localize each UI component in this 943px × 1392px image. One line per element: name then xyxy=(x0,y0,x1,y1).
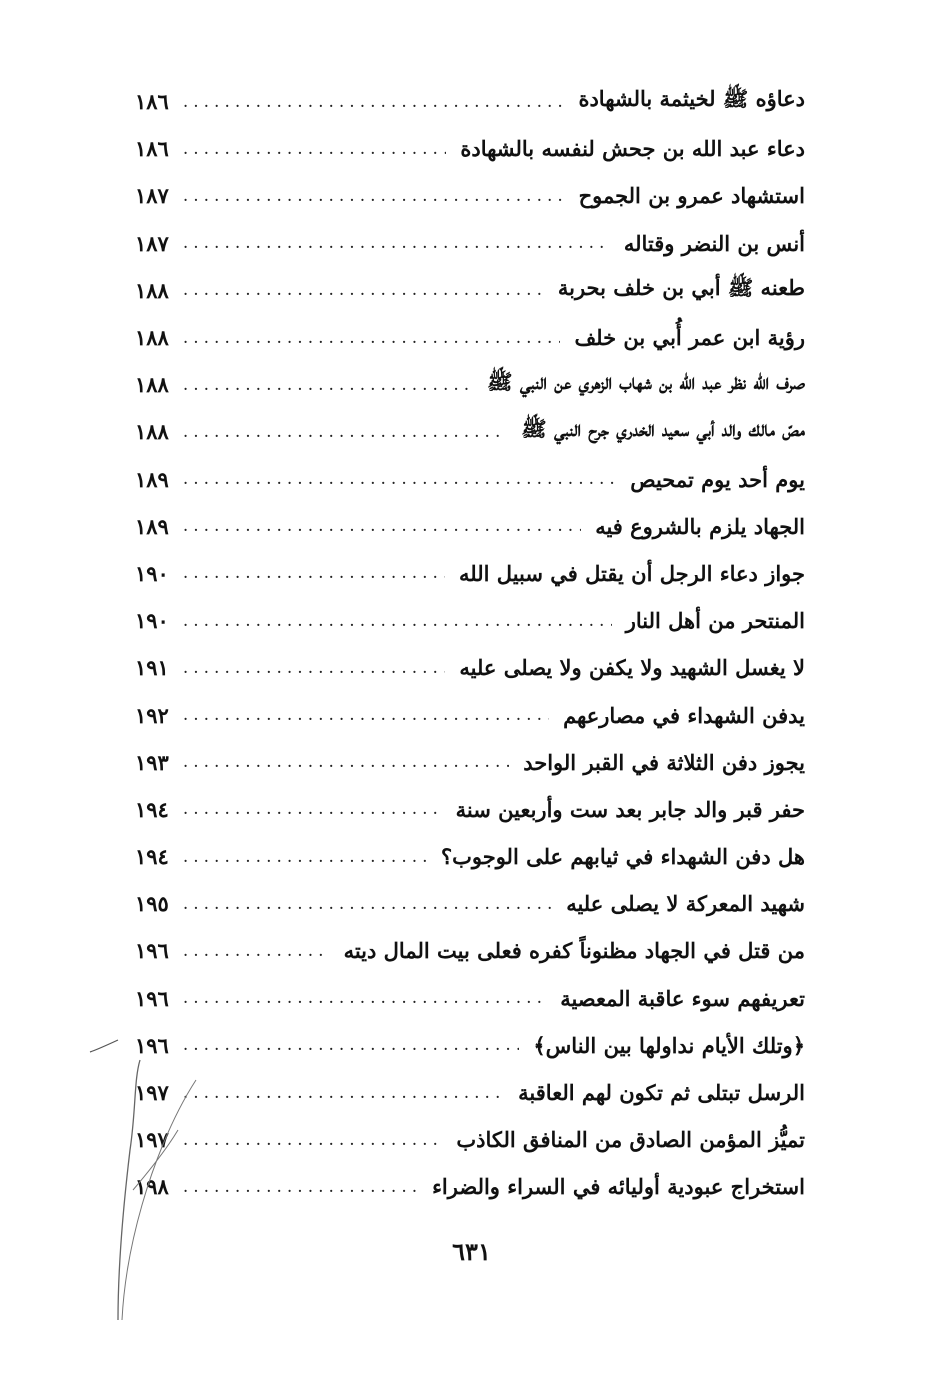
entry-page-number: ١٨٩ xyxy=(135,466,169,492)
leader-dots xyxy=(183,562,445,584)
entry-page-number: ١٨٧ xyxy=(135,230,169,256)
entry-page-number: ١٩٤ xyxy=(135,844,169,870)
entry-title: ﴿وتلك الأيام نداولها بين الناس﴾ xyxy=(533,1032,805,1058)
entry-page-number: ١٩٤ xyxy=(135,796,169,822)
entry-page-number: ١٨٦ xyxy=(135,136,169,162)
entry-page-number: ١٨٩ xyxy=(135,513,169,539)
entry-title: استخراج عبودية أوليائه في السراء والضراء xyxy=(432,1174,805,1200)
toc-entry xyxy=(135,503,805,550)
leader-dots xyxy=(183,751,509,773)
entry-page-number: ١٩٦ xyxy=(135,985,169,1011)
entry-page-number: ١٩٦ xyxy=(135,1032,169,1058)
entry-title: حفر قبر والد جابر بعد ست وأربعين سنة xyxy=(455,796,805,822)
toc-entry xyxy=(135,172,805,219)
leader-dots xyxy=(183,987,546,1009)
page-folio-number: ٦٣١ xyxy=(452,1237,491,1266)
toc-entry xyxy=(135,975,805,1022)
entry-page-number: ١٩١ xyxy=(135,655,169,681)
leader-dots xyxy=(183,374,473,396)
leader-dots xyxy=(183,657,446,679)
entry-title: الجهاد يلزم بالشروع فيه xyxy=(595,513,805,539)
leader-dots xyxy=(183,704,549,726)
leader-dots xyxy=(183,1082,504,1104)
toc-entry xyxy=(135,691,805,738)
entry-page-number: ١٨٨ xyxy=(135,372,169,398)
toc-entry xyxy=(135,1116,805,1163)
leader-dots xyxy=(183,1176,418,1198)
leader-dots xyxy=(183,798,442,820)
entry-title: هل دفن الشهداء في ثيابهم على الوجوب؟ xyxy=(440,844,805,870)
entry-title: يوم أحد يوم تمحيص xyxy=(630,466,805,492)
leader-dots xyxy=(183,1129,443,1151)
entry-page-number: ١٩٣ xyxy=(135,749,169,775)
entry-title: أنس بن النضر وقتاله xyxy=(623,230,805,256)
toc-entry xyxy=(135,644,805,691)
entry-page-number: ١٩٧ xyxy=(135,1127,169,1153)
entry-page-number: ١٩٦ xyxy=(135,938,169,964)
toc-entry xyxy=(135,456,805,503)
entry-page-number: ١٨٦ xyxy=(135,89,169,115)
leader-dots xyxy=(183,468,616,490)
toc-entry xyxy=(135,786,805,833)
leader-dots xyxy=(183,421,507,443)
leader-dots xyxy=(183,893,552,915)
entry-title: استشهاد عمرو بن الجموح xyxy=(578,183,805,209)
toc-entry xyxy=(135,408,805,455)
entry-page-number: ١٩٨ xyxy=(135,1174,169,1200)
toc-entry xyxy=(135,880,805,927)
toc-entry xyxy=(135,220,805,267)
entry-title: دعاؤه ﷺ لخيثمة بالشهادة xyxy=(578,86,805,112)
leader-dots xyxy=(183,940,330,962)
toc-entry xyxy=(135,314,805,361)
toc-entry xyxy=(135,1069,805,1116)
toc-entry xyxy=(135,1163,805,1210)
entry-page-number: ١٨٨ xyxy=(135,325,169,351)
toc-entry xyxy=(135,78,805,125)
leader-dots xyxy=(183,1034,520,1056)
leader-dots xyxy=(183,232,610,254)
toc-entry xyxy=(135,833,805,880)
entry-page-number: ١٩٠ xyxy=(135,560,169,586)
entry-page-number: ١٩٧ xyxy=(135,1080,169,1106)
entry-title: تعريفهم سوء عاقبة المعصية xyxy=(560,985,805,1011)
entry-title: مصّ مالك والد أبي سعيد الخدري جرح النبي ﷺ xyxy=(521,416,805,442)
toc-entry xyxy=(135,1022,805,1069)
leader-dots xyxy=(183,91,565,113)
toc-entry xyxy=(135,927,805,974)
entry-title: الرسل تبتلى ثم تكون لهم العاقبة xyxy=(518,1080,805,1106)
toc-entry xyxy=(135,361,805,408)
toc-entry xyxy=(135,267,805,314)
toc-entry xyxy=(135,739,805,786)
entry-title: شهيد المعركة لا يصلى عليه xyxy=(566,891,805,917)
toc-entry xyxy=(135,550,805,597)
entry-page-number: ١٨٧ xyxy=(135,183,169,209)
entry-page-number: ١٩٠ xyxy=(135,608,169,634)
entry-page-number: ١٩٥ xyxy=(135,891,169,917)
entry-title: من قتل في الجهاد مظنوناً كفره فعلى بيت المال ديته xyxy=(343,938,805,964)
entry-title: تميُّز المؤمن الصادق من المنافق الكاذب xyxy=(456,1127,805,1153)
entry-title: صرف الله نظر عبد الله بن شهاب الزهري عن النبي ﷺ xyxy=(487,369,805,395)
entry-title: طعنه ﷺ أبي بن خلف بحربة xyxy=(557,274,805,300)
toc-entry xyxy=(135,597,805,644)
leader-dots xyxy=(183,279,544,301)
entry-title: جواز دعاء الرجل أن يقتل في سبيل الله xyxy=(459,560,805,586)
leader-dots xyxy=(183,515,581,537)
leader-dots xyxy=(183,846,427,868)
entry-page-number: ١٨٨ xyxy=(135,277,169,303)
entry-title: يدفن الشهداء في مصارعهم xyxy=(563,702,805,728)
entry-page-number: ١٨٨ xyxy=(135,419,169,445)
table-of-contents xyxy=(135,78,805,1211)
leader-dots xyxy=(183,610,612,632)
entry-title: دعاء عبد الله بن جحش لنفسه بالشهادة xyxy=(460,136,805,162)
entry-title: يجوز دفن الثلاثة في القبر الواحد xyxy=(523,749,805,775)
leader-dots xyxy=(183,138,447,160)
entry-title: رؤية ابن عمر أُبي بن خلف xyxy=(574,325,805,351)
entry-title: المنتحر من أهل النار xyxy=(625,608,805,634)
toc-entry xyxy=(135,125,805,172)
entry-title: لا يغسل الشهيد ولا يكفن ولا يصلى عليه xyxy=(459,655,805,681)
entry-page-number: ١٩٢ xyxy=(135,702,169,728)
leader-dots xyxy=(183,185,565,207)
leader-dots xyxy=(183,327,561,349)
